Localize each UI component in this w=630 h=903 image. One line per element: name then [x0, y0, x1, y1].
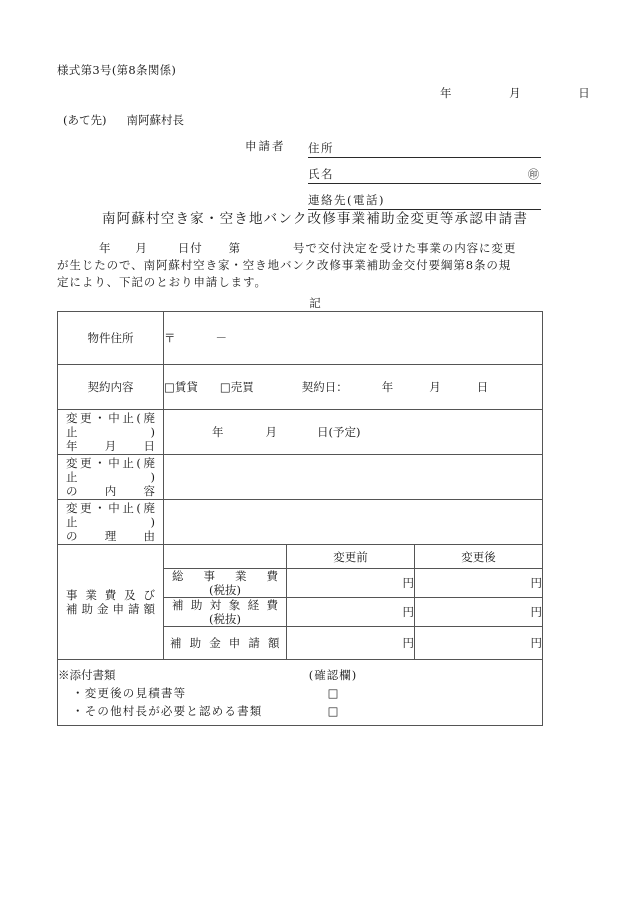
body-paragraph	[57, 240, 573, 291]
change-reason-label	[58, 500, 164, 545]
addressee	[63, 112, 184, 128]
body-line2: が生じたので、南阿蘇村空き家・空き地バンク改修事業補助金交付要綱第8条の規	[57, 258, 512, 272]
change-reason-label-line1: 変更・中止(廃止)	[66, 501, 155, 529]
change-date-year: 年	[212, 425, 224, 439]
addressee-name: 南阿蘇村長	[126, 113, 184, 127]
cost-name-header	[164, 545, 287, 569]
change-date-label	[58, 410, 164, 455]
postal-mark-icon: 〒	[164, 331, 176, 345]
attachment-item	[58, 702, 542, 720]
change-date-day-plan: 日(予定)	[317, 425, 361, 439]
change-date-value[interactable]	[164, 410, 543, 455]
table-row-contract	[58, 365, 543, 410]
seal-icon: ㊞	[528, 168, 539, 181]
property-address-label: 物件住所	[58, 312, 164, 365]
table-row-change-content	[58, 455, 543, 500]
application-table	[57, 311, 543, 726]
contract-date-label: 契約日：	[301, 380, 348, 394]
ki-marker: 記	[309, 296, 321, 310]
total-cost-before-unit: 円	[402, 576, 414, 590]
change-content-label-line2: の 内 容	[66, 484, 155, 498]
total-cost-before[interactable]	[287, 569, 415, 598]
table-row-attachments	[58, 660, 543, 726]
addressee-prefix: (あて先)	[63, 113, 107, 127]
attachment-item-label: ・その他村長が必要と認める書類	[72, 703, 263, 718]
checkbox-rent[interactable]: □賃貸	[164, 380, 198, 394]
cost-col-before-header: 変更前	[287, 545, 415, 569]
subsidy-amount-label	[164, 627, 287, 660]
total-cost-label	[164, 569, 287, 598]
contract-year: 年	[381, 380, 394, 394]
applicant-address-field[interactable]	[308, 138, 541, 158]
body-line1-rest: 号で交付決定を受けた事業の内容に変更	[293, 241, 517, 255]
submission-date-line	[440, 85, 590, 101]
change-content-label	[58, 455, 164, 500]
change-date-label-line2: 年 月 日	[66, 439, 155, 453]
subsidy-amount-before[interactable]	[287, 627, 415, 660]
eligible-cost-after-unit: 円	[530, 605, 543, 619]
attachments-section	[58, 660, 543, 726]
attachments-header	[58, 666, 542, 684]
body-line3: 定により、下記のとおり申請します。	[57, 275, 267, 289]
table-row-property-address	[58, 312, 543, 365]
subsidy-amount-after[interactable]	[415, 627, 543, 660]
eligible-cost-label	[164, 598, 287, 627]
change-reason-label-line2: の 理 由	[66, 529, 155, 543]
change-date-month: 月	[265, 425, 277, 439]
cost-section-label-line1: 事業費及び	[66, 588, 155, 602]
table-row-change-date	[58, 410, 543, 455]
body-day: 日付	[177, 241, 203, 255]
change-content-value[interactable]	[164, 455, 543, 500]
cost-section-label	[58, 545, 164, 660]
cost-col-after-header: 変更後	[415, 545, 543, 569]
total-cost-label-line1: 総事業費	[172, 569, 278, 583]
body-month: 月	[135, 241, 148, 255]
page-title: 南阿蘇村空き家・空き地バンク改修事業補助金変更等承認申請書	[101, 211, 529, 227]
attachment-item-checkbox[interactable]: □	[327, 685, 339, 700]
table-row-change-reason	[58, 500, 543, 545]
eligible-cost-label-line2: (税抜)	[209, 612, 241, 626]
body-number-label: 第	[228, 241, 242, 255]
subsidy-amount-after-unit: 円	[530, 636, 543, 650]
change-date-label-line1: 変更・中止(廃止)	[66, 411, 155, 439]
subsidy-amount-label-text: 補助金申請額	[170, 635, 280, 650]
attachments-title: ※添付書類	[58, 667, 116, 682]
subsidy-amount-before-unit: 円	[402, 636, 414, 650]
eligible-cost-before[interactable]	[287, 598, 415, 627]
change-content-label-line1: 変更・中止(廃止)	[66, 456, 155, 484]
attachments-confirm-label: (確認欄)	[308, 667, 358, 682]
form-number: 様式第3号(第8条関係)	[57, 63, 177, 77]
applicant-name-label: 氏名	[308, 167, 334, 181]
checkbox-sale[interactable]: □売買	[219, 380, 254, 394]
eligible-cost-label-line1: 補助対象経費	[172, 598, 278, 612]
contract-month: 月	[429, 380, 441, 394]
total-cost-after[interactable]	[415, 569, 543, 598]
attachment-item-checkbox[interactable]: □	[327, 703, 339, 718]
change-reason-value[interactable]	[164, 500, 543, 545]
property-address-value[interactable]	[164, 312, 543, 365]
date-month-label: 月	[509, 86, 521, 100]
date-year-label: 年	[440, 86, 452, 100]
postal-dash: －	[215, 331, 227, 345]
applicant-telephone-label: 連絡先(電話)	[308, 193, 385, 207]
table-row-cost-header	[58, 545, 543, 569]
eligible-cost-before-unit: 円	[402, 605, 414, 619]
applicant-name-field[interactable]	[308, 164, 541, 184]
body-year: 年	[99, 241, 112, 255]
eligible-cost-after[interactable]	[415, 598, 543, 627]
attachment-item	[58, 684, 542, 702]
attachment-item-label: ・変更後の見積書等	[72, 685, 187, 700]
contract-value	[164, 365, 543, 410]
date-day-label: 日	[578, 86, 590, 100]
contract-label: 契約内容	[58, 365, 164, 410]
total-cost-label-line2: (税抜)	[209, 583, 241, 597]
applicant-label: 申請者	[245, 139, 286, 153]
contract-day: 日	[476, 380, 489, 394]
total-cost-after-unit: 円	[530, 576, 543, 590]
cost-section-label-line2: 補助金申請額	[66, 602, 155, 616]
applicant-address-label: 住所	[308, 141, 334, 155]
